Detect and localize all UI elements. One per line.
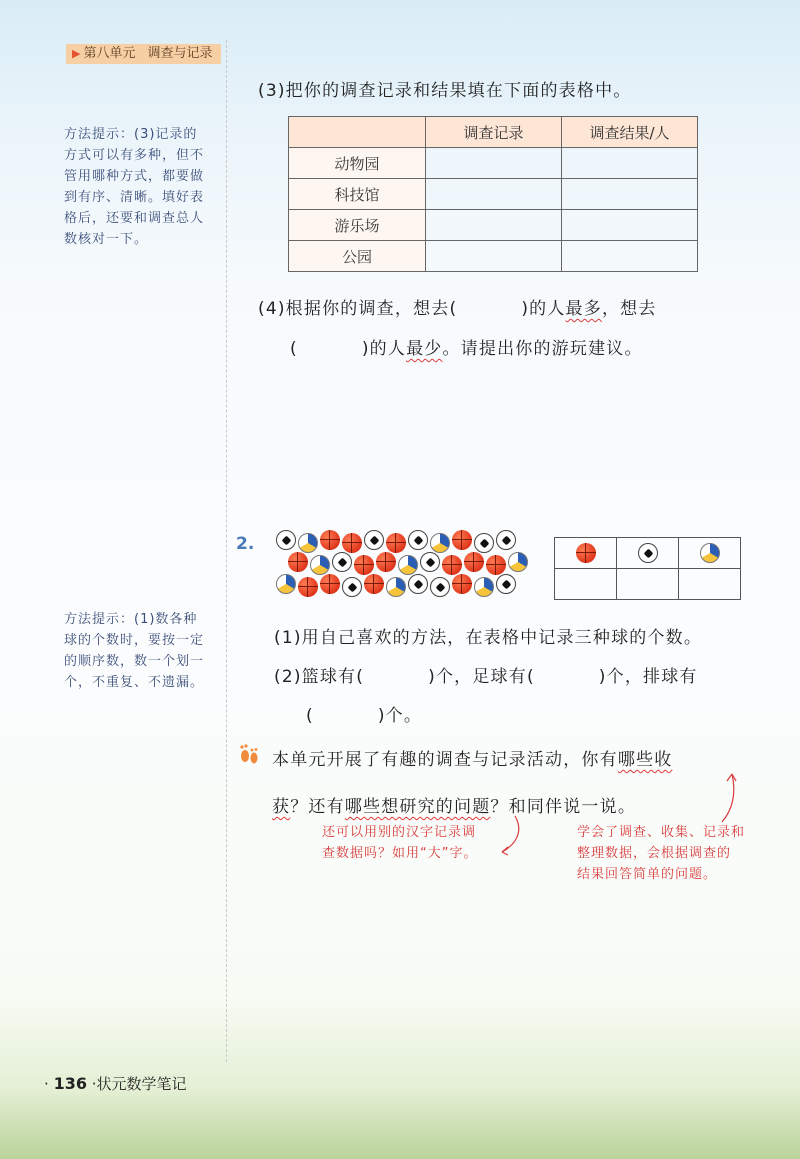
football-icon [364, 530, 384, 550]
place-cell: 公园 [289, 241, 426, 272]
tip-line: 到有序、清晰。填好表 [64, 190, 205, 205]
red-note-line: 学会了调查、收集、记录和 [577, 825, 746, 840]
question-2-sub-1: (1)用自己喜欢的方法，在表格中记录三种球的个数。 [274, 628, 703, 648]
q4-text: )的人 [361, 339, 407, 359]
volleyball-icon [474, 577, 494, 597]
result-cell[interactable] [562, 210, 698, 241]
result-cell[interactable] [562, 241, 698, 272]
ball-count-cell[interactable] [679, 569, 741, 600]
question-2-sub-2-line-2 [306, 701, 422, 726]
place-cell: 游乐场 [289, 210, 426, 241]
survey-table [288, 116, 698, 272]
red-arrow-right [712, 770, 742, 826]
table-row [289, 210, 698, 241]
tip-line: 格后，还要和调查总人 [64, 211, 205, 226]
question-4-line-1 [258, 294, 657, 319]
tip-line: 方式可以有多种，但不 [64, 148, 205, 163]
table-header-row [289, 117, 698, 148]
red-note-line: 还可以用别的汉字记录调 [322, 825, 477, 840]
q4-text: ( [290, 339, 298, 359]
tip-line: (1)数各种 [134, 612, 198, 627]
record-cell[interactable] [426, 179, 562, 210]
basketball-icon [452, 574, 472, 594]
ball-cluster [276, 530, 536, 602]
ball-count-cell[interactable] [555, 569, 617, 600]
red-note-left [322, 822, 477, 864]
q2-text: (2)篮球有( [274, 667, 365, 687]
result-cell[interactable] [562, 179, 698, 210]
reflection-text: 本单元开展了有趣的调查与记录活动，你有 [272, 750, 618, 770]
emphasis-text: 哪些收 [617, 750, 673, 770]
reflection-line-1 [272, 745, 672, 770]
basketball-icon [354, 555, 374, 575]
ball-record-table [554, 537, 741, 600]
emphasis-text: 最少 [406, 339, 443, 359]
unit-label: 第八单元 [83, 46, 136, 61]
tip-line: 个，不重复、不遗漏。 [64, 675, 205, 690]
q2-text: ( [306, 706, 314, 726]
question-3-text: (3)把你的调查记录和结果填在下面的表格中。 [258, 81, 632, 101]
basketball-icon [452, 530, 472, 550]
basketball-icon [320, 574, 340, 594]
football-icon [638, 543, 658, 563]
tip-line: (3)记录的 [134, 127, 198, 142]
place-cell: 动物园 [289, 148, 426, 179]
volleyball-icon [386, 577, 406, 597]
football-icon [408, 574, 428, 594]
basketball-icon [288, 552, 308, 572]
tip-label: 方法提示： [64, 612, 135, 627]
table-row [289, 179, 698, 210]
ball-header-cell [555, 538, 617, 569]
basketball-icon [364, 574, 384, 594]
footer-dot: · [44, 1075, 49, 1093]
unit-header-tag [66, 44, 221, 64]
place-cell: 科技馆 [289, 179, 426, 210]
tip-line: 的顺序数，数一个划一 [64, 654, 205, 669]
q4-text: )的人 [521, 299, 566, 319]
basketball-icon [376, 552, 396, 572]
basketball-icon [386, 533, 406, 553]
table-row [289, 148, 698, 179]
football-icon [474, 533, 494, 553]
q4-text: (4)根据你的调查，想去( [258, 299, 458, 319]
q2-text: )个，排球有 [598, 667, 698, 687]
method-tip-2 [64, 609, 224, 693]
ball-header-cell [617, 538, 679, 569]
red-note-line: 查数据吗？如用“大”字。 [322, 846, 478, 861]
record-cell[interactable] [426, 241, 562, 272]
table-header-cell: 调查记录 [426, 117, 562, 148]
tip-line: 球的个数时，要按一定 [64, 633, 205, 648]
emphasis-text: 哪些想研究的问题 [344, 797, 491, 817]
q2-text: )个。 [377, 706, 423, 726]
football-icon [408, 530, 428, 550]
football-icon [332, 552, 352, 572]
topic-label: 调查与记录 [147, 46, 213, 61]
footprint-icon [238, 743, 260, 765]
basketball-icon [342, 533, 362, 553]
red-note-line: 整理数据，会根据调查的 [577, 846, 732, 861]
reflection-line-2 [272, 792, 636, 817]
ball-count-cell[interactable] [617, 569, 679, 600]
result-cell[interactable] [562, 148, 698, 179]
basketball-icon [486, 555, 506, 575]
football-icon [496, 574, 516, 594]
basketball-icon [576, 543, 596, 563]
volleyball-icon [430, 533, 450, 553]
emphasis-text: 获 [272, 797, 291, 817]
volleyball-icon [276, 574, 296, 594]
red-note-right [577, 822, 745, 885]
page-footer [44, 1073, 187, 1094]
question-2-number: 2. [236, 534, 255, 554]
volleyball-icon [298, 533, 318, 553]
column-divider [226, 40, 227, 1062]
volleyball-icon [398, 555, 418, 575]
tip-label: 方法提示： [64, 127, 135, 142]
question-2-sub-2-line-1 [274, 662, 698, 687]
reflection-text: ？还有 [290, 797, 345, 817]
tip-line: 管用哪种方式，都要做 [64, 169, 205, 184]
play-triangle-icon: ▶ [72, 47, 81, 60]
red-note-line: 结果回答简单的问题。 [577, 867, 718, 882]
table-header-cell [289, 117, 426, 148]
football-icon [420, 552, 440, 572]
basketball-icon [464, 552, 484, 572]
volleyball-icon [310, 555, 330, 575]
volleyball-icon [508, 552, 528, 572]
ball-header-cell [679, 538, 741, 569]
football-icon [430, 577, 450, 597]
volleyball-icon [700, 543, 720, 563]
basketball-icon [298, 577, 318, 597]
q2-text: )个，足球有( [428, 667, 535, 687]
table-header-cell: 调查结果/人 [562, 117, 698, 148]
record-cell[interactable] [426, 210, 562, 241]
football-icon [276, 530, 296, 550]
page-number: 136 [53, 1074, 87, 1093]
ball-count-row [555, 569, 741, 600]
q4-text: ，想去 [601, 299, 657, 319]
emphasis-text: 最多 [565, 299, 602, 319]
red-arrow-left [490, 812, 530, 862]
book-title: ·状元数学笔记 [91, 1075, 187, 1093]
q4-text: 。请提出你的游玩建议。 [442, 339, 643, 359]
basketball-icon [442, 555, 462, 575]
tip-line: 数核对一下。 [64, 232, 149, 247]
reflection-text: ？和同伴说一说。 [490, 797, 637, 817]
ball-header-row [555, 538, 741, 569]
basketball-icon [320, 530, 340, 550]
table-row [289, 241, 698, 272]
football-icon [496, 530, 516, 550]
record-cell[interactable] [426, 148, 562, 179]
question-4-line-2 [290, 334, 643, 359]
football-icon [342, 577, 362, 597]
method-tip-1 [64, 124, 224, 250]
